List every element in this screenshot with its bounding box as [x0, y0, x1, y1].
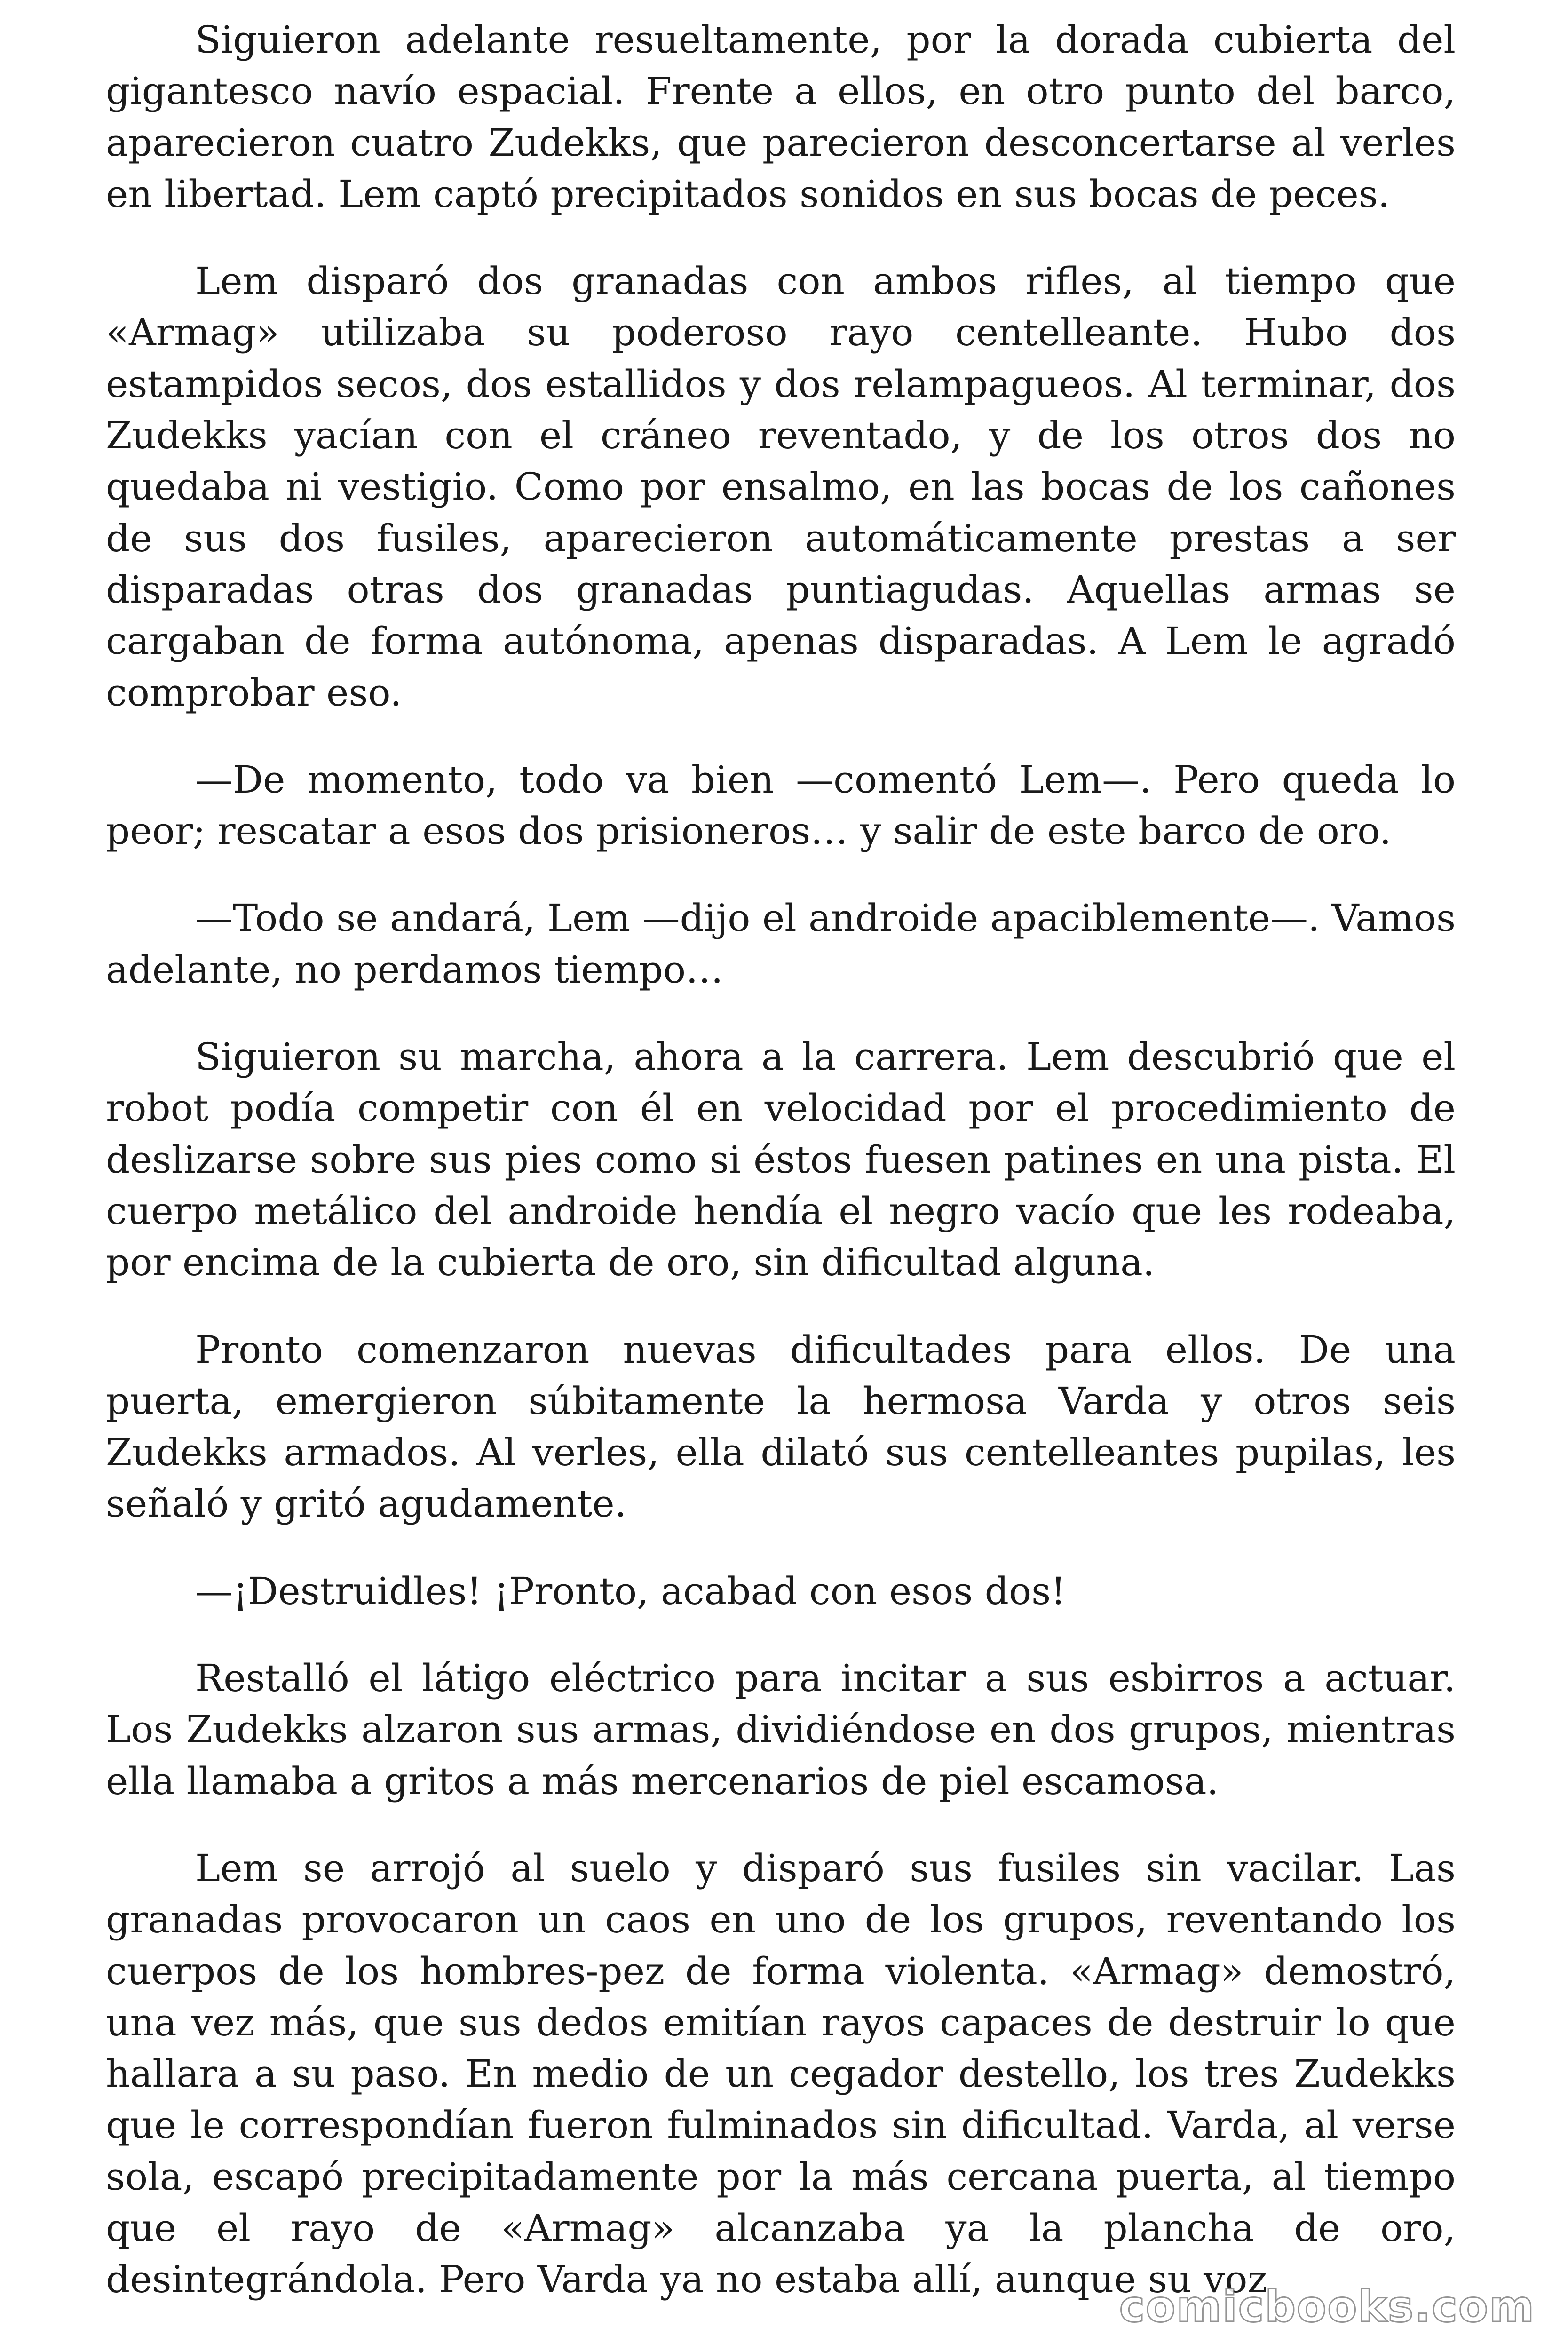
paragraph-4: —Todo se andará, Lem —dijo el androide apaciblemente—. Vamos adelante, no perdamos tiempo… [106, 896, 1456, 992]
paragraph-1: Siguieron adelante resueltamente, por la dorada cubierta del gigantesco navío espacial. Frente a ellos, en otro punto del barco, aparecieron cuatro Zudekks, que parecieron desconcertarse al verles en libertad. Lem captó precipitados sonidos en sus bocas de peces. [106, 18, 1456, 216]
paragraph-9: Lem se arrojó al suelo y disparó sus fusiles sin vacilar. Las granadas provocaron un caos en uno de los grupos, reventando los cuerpos de los hombres-pez de forma violenta. «Armag» demostró, una vez más, que sus dedos emitían rayos capaces de destruir lo que hallara a su paso. En medio de un cegador destello, los tres Zudekks que le correspondían fueron fulminados sin dificultad. Varda, al verse sola, escapó precipitadamente por la más cercana puerta, al tiempo que el rayo de «Armag» alcanzaba ya la plancha de oro, desintegrándola. Pero Varda ya no estaba allí, aunque su voz [106, 1846, 1456, 2302]
paragraph-2: Lem disparó dos granadas con ambos rifles, al tiempo que «Armag» utilizaba su poderoso rayo centelleante. Hubo dos estampidos secos, dos estallidos y dos relampagueos. Al terminar, dos Zudekks yacían con el cráneo reventado, y de los otros dos no quedaba ni vestigio. Como por ensalmo, en las bocas de los cañones de sus dos fusiles, aparecieron automáticamente prestas a ser disparadas otras dos granadas puntiagudas. Aquellas armas se cargaban de forma autónoma, apenas disparadas. A Lem le agradó comprobar eso. [106, 259, 1456, 715]
paragraph-5: Siguieron su marcha, ahora a la carrera. Lem descubrió que el robot podía competir con él en velocidad por el procedimiento de deslizarse sobre sus pies como si éstos fuesen patines en una pista. El cuerpo metálico del androide hendía el negro vacío que les rodeaba, por encima de la cubierta de oro, sin dificultad alguna. [106, 1035, 1456, 1285]
paragraph-3: —De momento, todo va bien —comentó Lem—. Pero queda lo peor; rescatar a esos dos prisioneros… y salir de este barco de oro. [106, 757, 1456, 853]
watermark: comicbooks.com [1119, 2281, 1535, 2332]
paragraph-8: Restalló el látigo eléctrico para incitar a sus esbirros a actuar. Los Zudekks alzaron sus armas, dividiéndose en dos grupos, mientras ella llamaba a gritos a más mercenarios de piel escamosa. [106, 1656, 1456, 1803]
page-text [106, 14, 1456, 2341]
paragraph-7: —¡Destruidles! ¡Pronto, acabad con esos dos! [195, 1569, 1066, 1613]
paragraph-6: Pronto comenzaron nuevas dificultades para ellos. De una puerta, emergieron súbitamente la hermosa Varda y otros seis Zudekks armados. Al verles, ella dilató sus centelleantes pupilas, les señaló y gritó agudamente. [106, 1327, 1456, 1526]
